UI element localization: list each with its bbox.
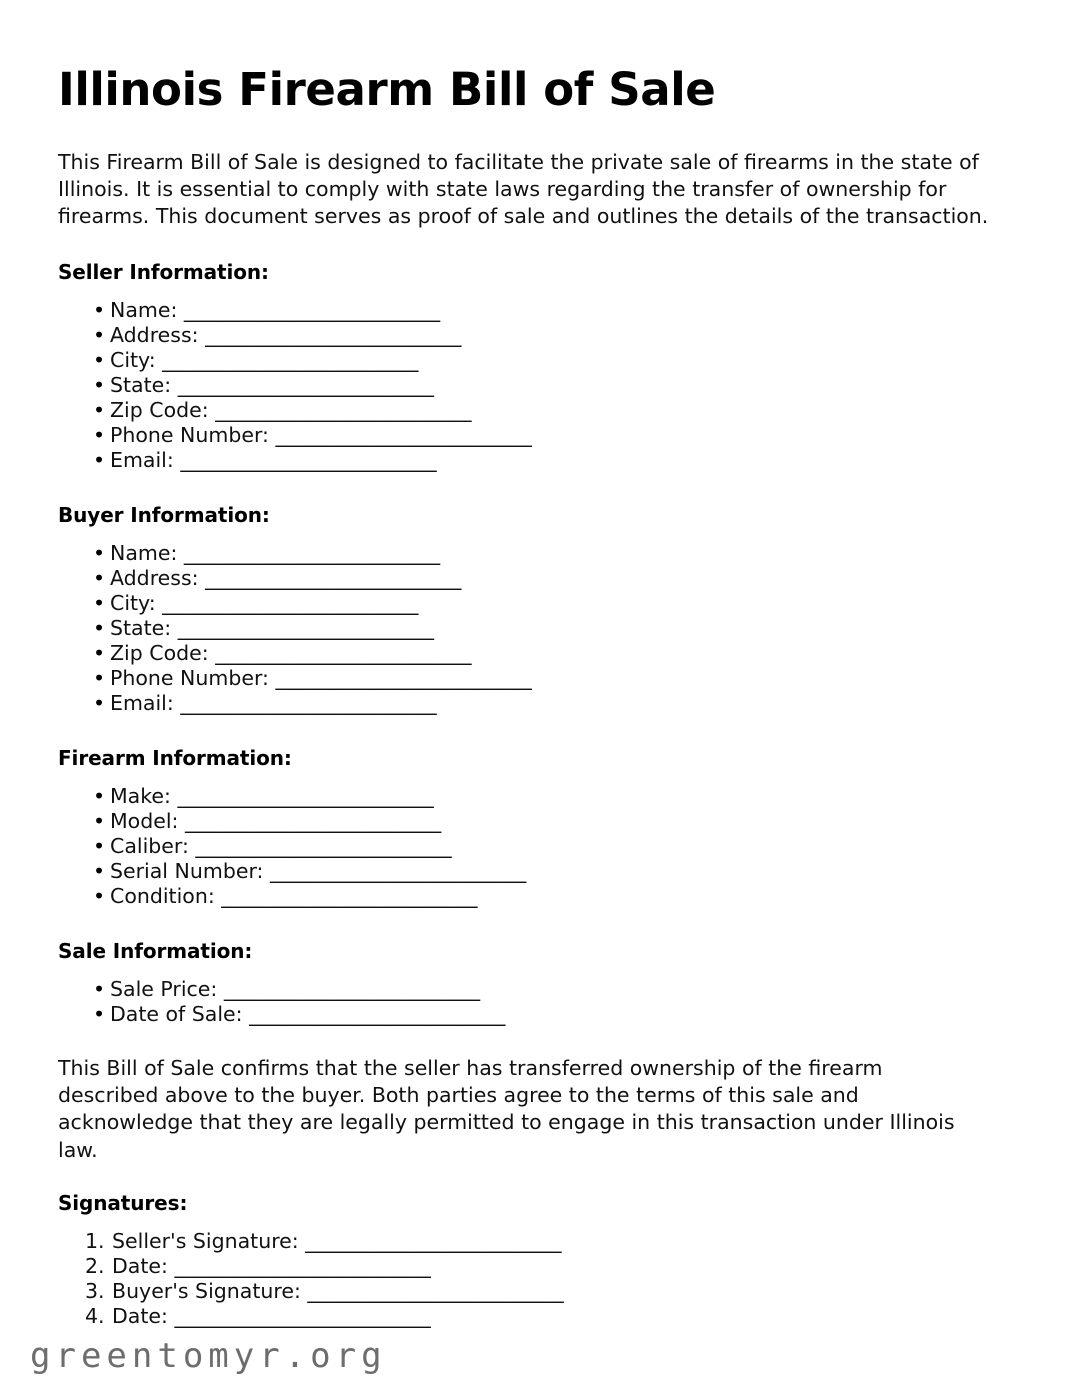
field-blank[interactable]: _________________________ [162, 348, 419, 373]
field-blank[interactable]: _________________________ [223, 977, 481, 1002]
firearm-field-list [58, 784, 1015, 909]
field-label: Name: [110, 298, 178, 323]
field-label: City: [110, 348, 156, 373]
field-label: Caliber: [110, 834, 189, 859]
field-label: Date: [112, 1253, 168, 1278]
field-blank[interactable]: _________________________ [177, 373, 434, 398]
field-label: Condition: [110, 884, 215, 909]
field-blank[interactable]: _________________________ [305, 1228, 562, 1253]
field-blank[interactable]: _________________________ [183, 541, 441, 566]
field-blank[interactable]: _________________________ [205, 566, 462, 591]
field-label: City: [110, 591, 156, 616]
field-label: Model: [110, 809, 179, 834]
field-blank[interactable]: _________________________ [185, 809, 442, 834]
field-blank[interactable]: _________________________ [180, 448, 437, 473]
field-label: Phone Number: [110, 666, 269, 691]
field-label: Buyer's Signature: [112, 1278, 301, 1303]
list-item [58, 809, 1015, 834]
list-item [58, 859, 1015, 884]
field-label: Phone Number: [110, 423, 269, 448]
field-blank[interactable]: _________________________ [162, 591, 419, 616]
list-item [58, 423, 1015, 448]
list-item [58, 616, 1015, 641]
field-label: Date of Sale: [110, 1002, 243, 1027]
list-item [58, 691, 1015, 716]
list-item [58, 398, 1015, 423]
field-label: Address: [110, 566, 199, 591]
field-label: Zip Code: [110, 398, 209, 423]
list-item [58, 1279, 1015, 1304]
field-blank[interactable]: _________________________ [174, 1303, 431, 1328]
field-label: Email: [110, 448, 174, 473]
list-item [58, 784, 1015, 809]
field-label: Sale Price: [110, 977, 218, 1002]
field-blank[interactable]: _________________________ [221, 884, 478, 909]
field-label: Name: [110, 541, 178, 566]
field-label: Address: [110, 323, 199, 348]
field-blank[interactable]: _________________________ [275, 423, 532, 448]
field-blank[interactable]: _________________________ [174, 1253, 431, 1278]
list-item [58, 323, 1015, 348]
list-item [58, 666, 1015, 691]
list-item [58, 884, 1015, 909]
list-item [58, 298, 1015, 323]
list-item [58, 566, 1015, 591]
list-item [58, 541, 1015, 566]
field-blank[interactable]: _________________________ [275, 666, 532, 691]
firearm-information-heading: Firearm Information: [58, 746, 292, 771]
buyer-field-list [58, 541, 1015, 716]
list-item [58, 1254, 1015, 1279]
field-label: State: [110, 373, 172, 398]
list-item [58, 1304, 1015, 1329]
field-blank[interactable]: _________________________ [269, 859, 527, 884]
field-blank[interactable]: _________________________ [215, 641, 472, 666]
field-blank[interactable]: _________________________ [307, 1278, 564, 1303]
seller-information-heading: Seller Information: [58, 260, 269, 285]
list-item [58, 1229, 1015, 1254]
closing-paragraph: This Bill of Sale confirms that the seller has transferred ownership of the firearm described above to the buyer. Both parties agree to the terms of this sale and acknowledge that they are legally permitted to engage in this transaction under Illinois law. [58, 1056, 955, 1162]
buyer-information-heading: Buyer Information: [58, 503, 270, 528]
seller-field-list [58, 298, 1015, 473]
field-label: Seller's Signature: [112, 1228, 299, 1253]
field-blank[interactable]: _________________________ [177, 616, 434, 641]
list-item [58, 373, 1015, 398]
signatures-heading: Signatures: [58, 1190, 188, 1215]
field-blank[interactable]: _________________________ [183, 298, 441, 323]
intro-paragraph: This Firearm Bill of Sale is designed to facilitate the private sale of firearms in the state of Illinois. It is essential to comply with state laws regarding the transfer of ownership for firearms. This document serves as proof of sale and outlines the details of the transaction. [58, 150, 989, 229]
signature-list [58, 1229, 1015, 1329]
field-label: Serial Number: [110, 859, 264, 884]
field-blank[interactable]: _________________________ [180, 691, 437, 716]
site-watermark: greentomyr.org [30, 1336, 387, 1376]
field-label: Make: [110, 784, 171, 809]
page-title: Illinois Firearm Bill of Sale [58, 63, 716, 116]
field-blank[interactable]: _________________________ [249, 1002, 506, 1027]
sale-information-heading: Sale Information: [58, 939, 253, 964]
list-item [58, 641, 1015, 666]
list-item [58, 348, 1015, 373]
list-item [58, 977, 1015, 1002]
list-item [58, 834, 1015, 859]
sale-field-list [58, 977, 1015, 1027]
field-label: State: [110, 616, 172, 641]
field-blank[interactable]: _________________________ [215, 398, 472, 423]
field-blank[interactable]: _________________________ [195, 834, 452, 859]
list-item [58, 1002, 1015, 1027]
field-blank[interactable]: _________________________ [205, 323, 462, 348]
field-label: Email: [110, 691, 174, 716]
field-label: Zip Code: [110, 641, 209, 666]
field-blank[interactable]: _________________________ [177, 784, 434, 809]
list-item [58, 591, 1015, 616]
field-label: Date: [112, 1303, 168, 1328]
list-item [58, 448, 1015, 473]
